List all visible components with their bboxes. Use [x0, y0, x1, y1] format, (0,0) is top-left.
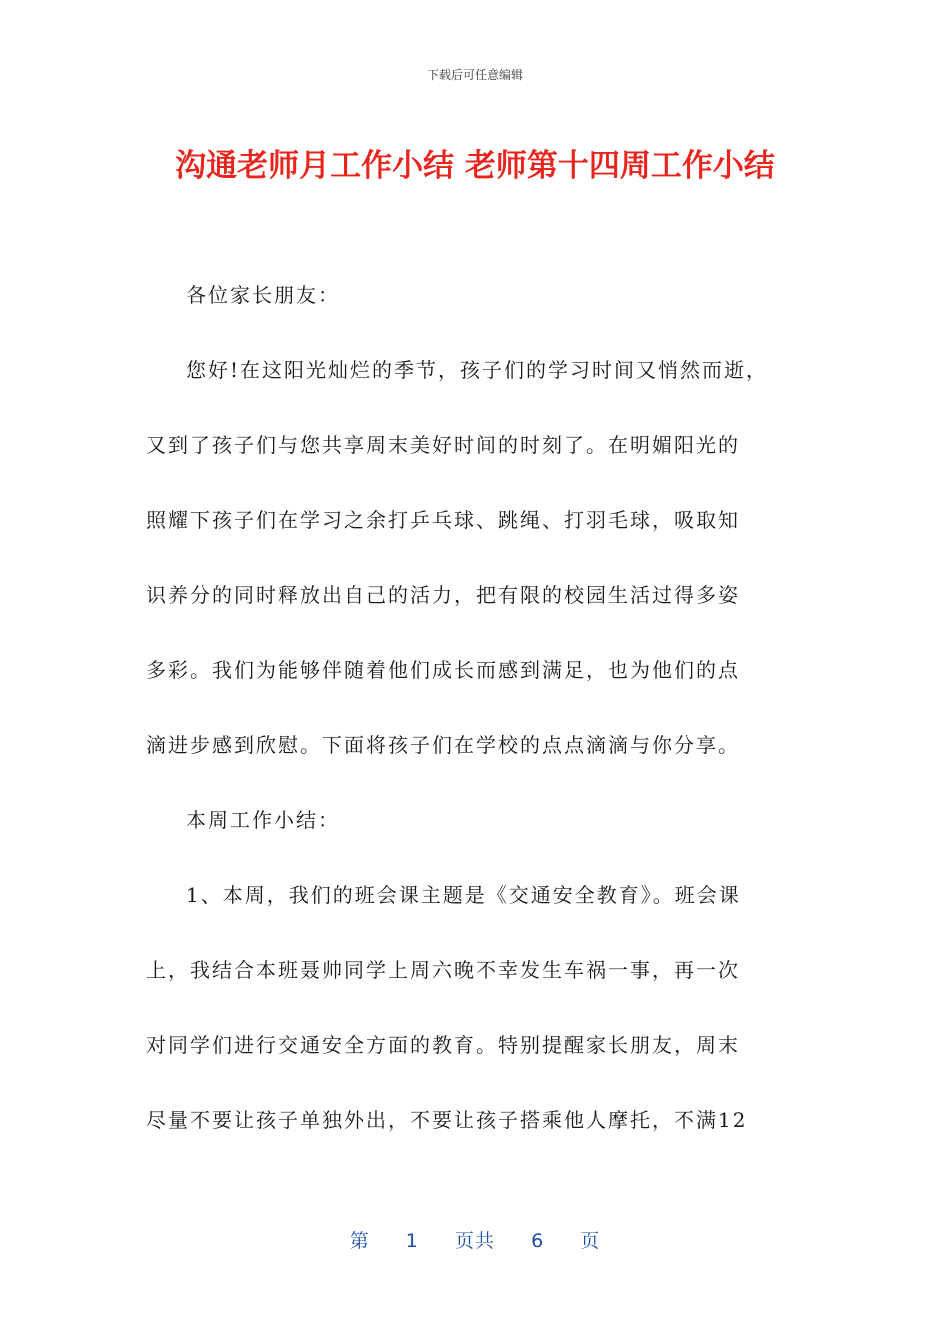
text-line: 本周工作小结：: [186, 808, 340, 832]
text-line: 您好!在这阳光灿烂的季节，孩子们的学习时间又悄然而逝，: [186, 358, 769, 382]
text-line: 1、本周，我们的班会课主题是《交通安全教育》。班会课: [186, 883, 741, 907]
text-line: 上，我结合本班聂帅同学上周六晚不幸发生车祸一事，再一次: [146, 958, 740, 982]
footer-total-pages: 6: [531, 1230, 545, 1252]
footer-middle: 页共: [454, 1230, 495, 1252]
paragraph-section-heading: [146, 783, 806, 858]
page-footer: [0, 1226, 950, 1253]
text-line: 滴进步感到欣慰。下面将孩子们在学校的点点滴滴与你分享。: [146, 733, 740, 757]
footer-suffix: 页: [580, 1230, 601, 1252]
header-note: 下载后可任意编辑: [426, 68, 523, 82]
document-title: 沟通老师月工作小结 老师第十四周工作小结: [175, 148, 775, 184]
text-line: 尽量不要让孩子单独外出，不要让孩子搭乘他人摩托，不满12: [146, 1108, 748, 1132]
footer-prefix: 第: [349, 1230, 370, 1252]
text-line: 多彩。我们为能够伴随着他们成长而感到满足，也为他们的点: [146, 658, 740, 682]
text-line: 对同学们进行交通安全方面的教育。特别提醒家长朋友，周末: [146, 1033, 740, 1057]
paragraph-intro: [146, 333, 806, 783]
text-line: 识养分的同时释放出自己的活力，把有限的校园生活过得多姿: [146, 583, 740, 607]
text-line: 照耀下孩子们在学习之余打乒乓球、跳绳、打羽毛球，吸取知: [146, 508, 740, 532]
paragraph-greeting: [146, 258, 806, 333]
paragraph-item-1: [146, 858, 806, 1158]
text-line: 各位家长朋友：: [186, 283, 340, 307]
text-line: 又到了孩子们与您共享周末美好时间的时刻了。在明媚阳光的: [146, 433, 740, 457]
footer-page-number: 1: [405, 1230, 419, 1252]
document-body: [146, 258, 806, 1158]
